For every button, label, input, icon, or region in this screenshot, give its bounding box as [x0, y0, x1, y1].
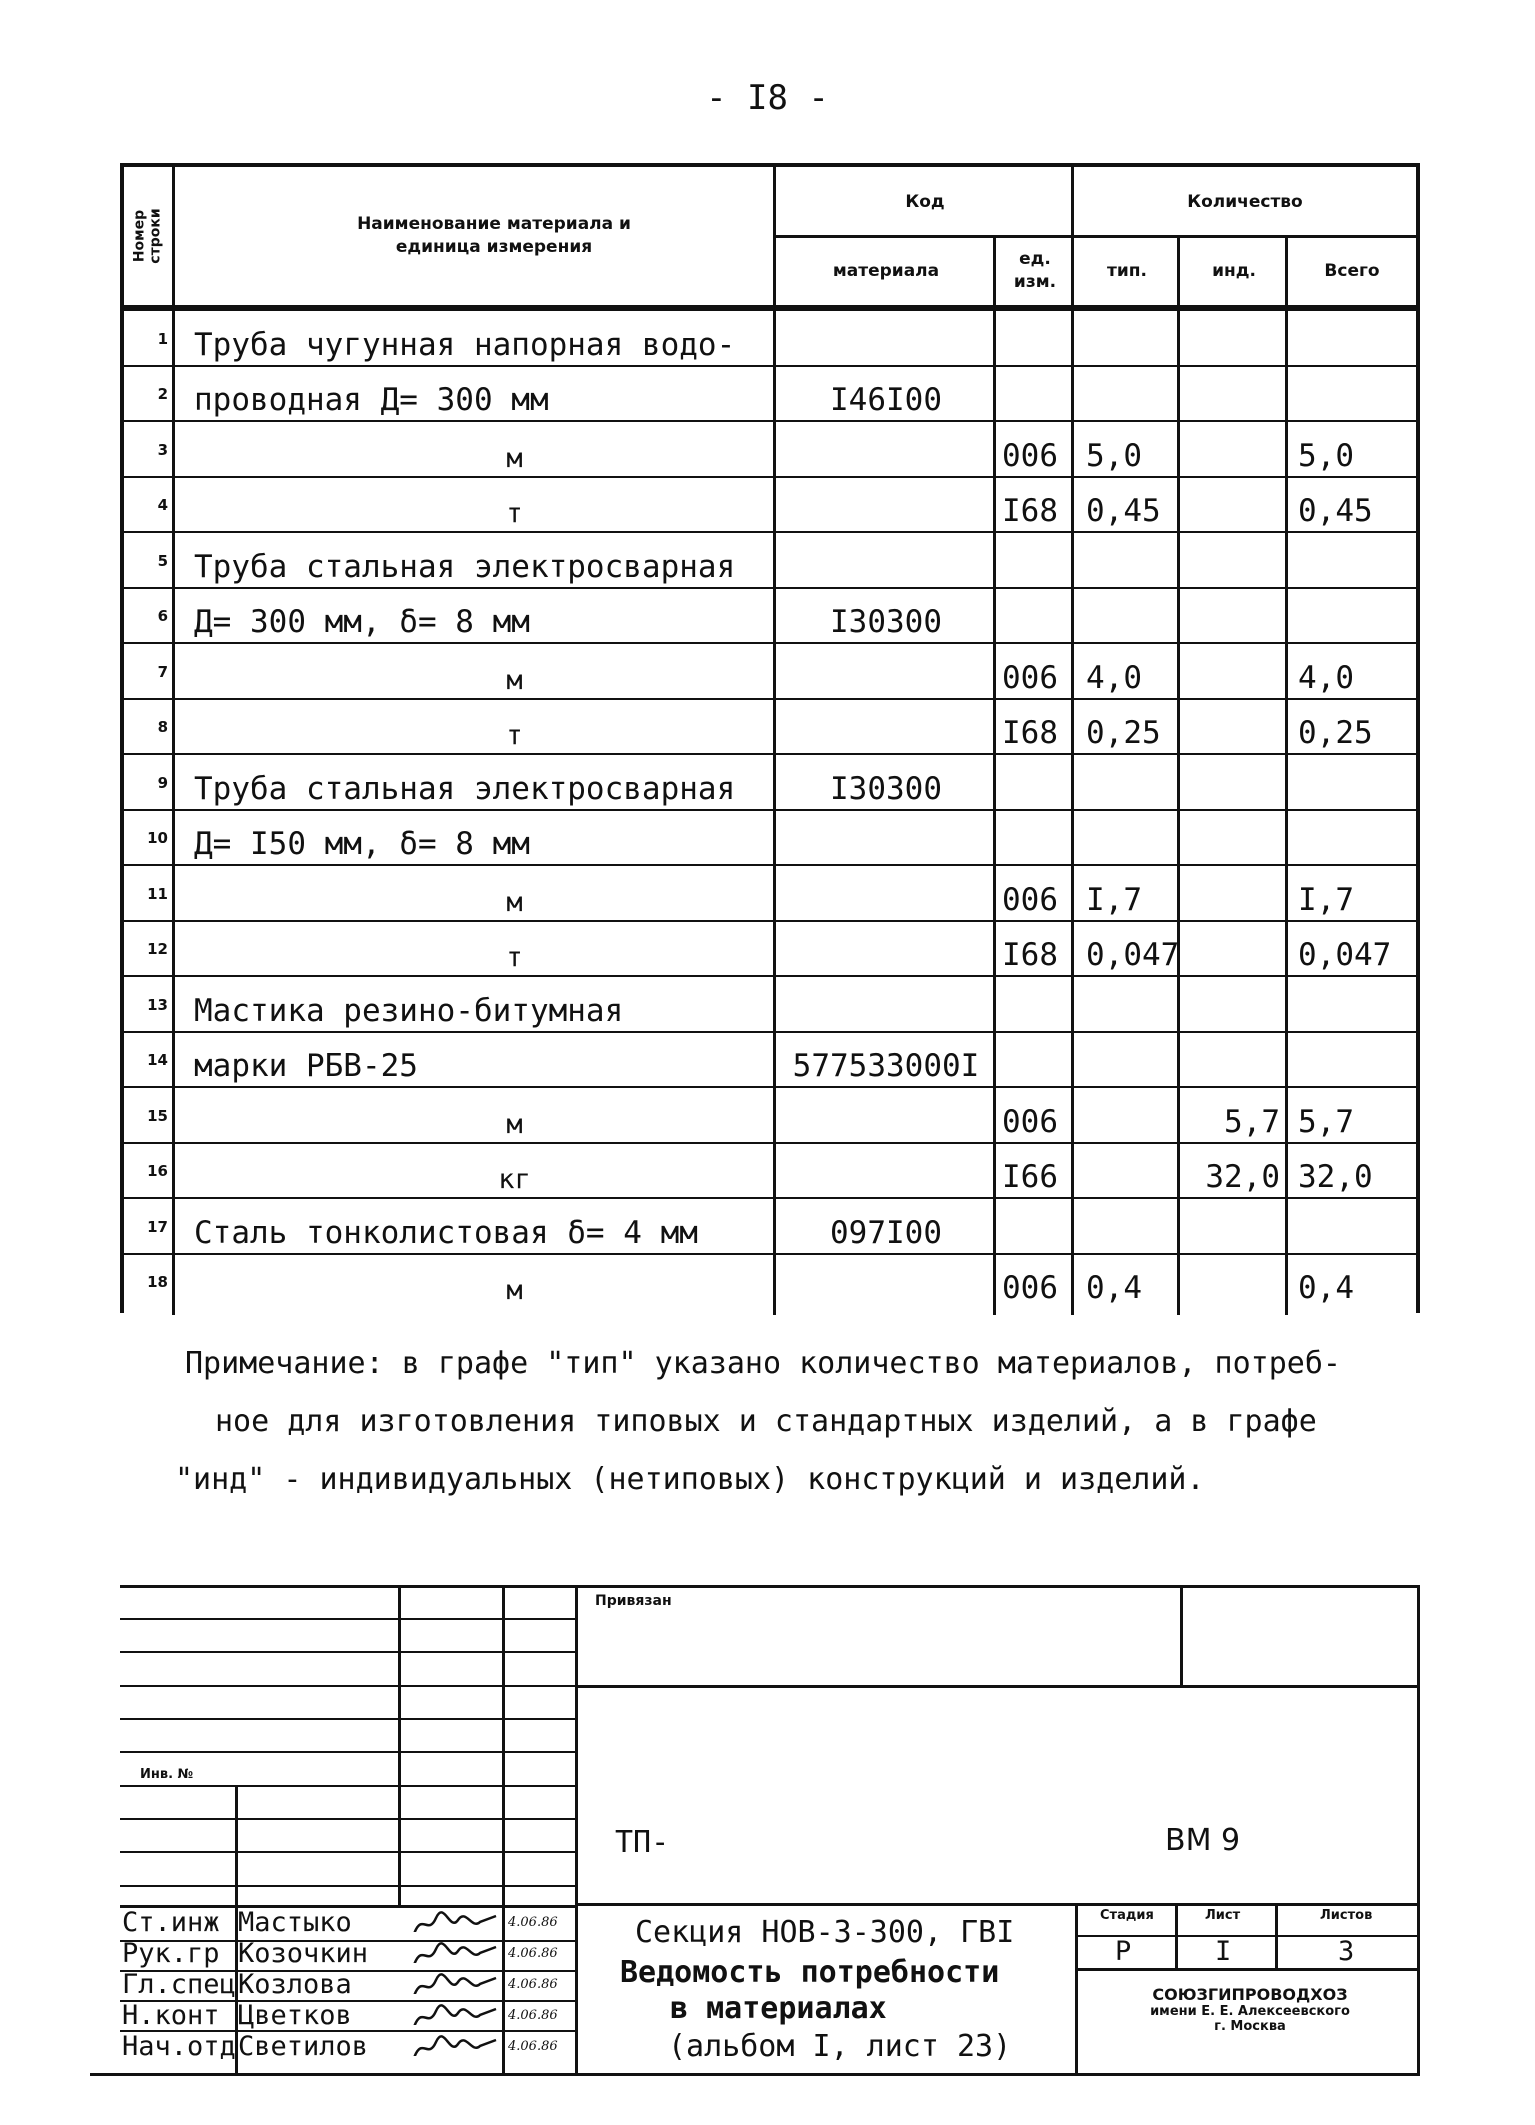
page-number: - I8 -	[706, 78, 829, 118]
header-row-number: Номер строки	[132, 208, 164, 264]
unit-code	[996, 1033, 1074, 1089]
material-name: Труба чугунная напорная водо-	[194, 326, 736, 363]
qty-total: 32,0	[1298, 1159, 1373, 1195]
qty-total: 0,047	[1298, 937, 1392, 973]
table-header	[124, 167, 1416, 309]
title-line-4: (альбом I, лист 23)	[668, 2029, 1012, 2064]
qty-ind	[1180, 922, 1288, 978]
row-number: 7	[157, 662, 168, 681]
qty-ind	[1180, 977, 1288, 1033]
row-number: 8	[157, 718, 168, 737]
qty-ind	[1180, 422, 1288, 478]
qty-total: 0,4	[1298, 1270, 1354, 1306]
material-code	[776, 700, 996, 756]
signer-name: Светилов	[238, 2031, 369, 2062]
org-line: имени Е. Е. Алексеевского	[1150, 2004, 1350, 2019]
unit-of-measure: т	[506, 498, 523, 529]
doc-code-left: ТП-	[615, 1825, 670, 1860]
unit-code	[996, 1199, 1074, 1255]
qty-typ: 0,45	[1086, 493, 1161, 529]
signer-name: Козлова	[238, 1969, 352, 2000]
qty-typ	[1074, 367, 1180, 423]
signer-role: Нач.отд	[122, 2031, 236, 2062]
qty-total: I,7	[1298, 881, 1354, 918]
header-code-unit: ед. изм.	[1013, 249, 1057, 292]
qty-ind	[1180, 866, 1288, 922]
unit-code: 006	[1002, 437, 1058, 474]
material-code: I30300	[830, 604, 942, 640]
material-name: Сталь тонколистовая δ= 4 мм	[194, 1214, 698, 1251]
material-code	[776, 311, 996, 367]
material-code: 577533000I	[792, 1048, 980, 1084]
table-row	[124, 1086, 1416, 1144]
table-row	[124, 920, 1416, 978]
sheets-value: 3	[1338, 1936, 1355, 1967]
qty-ind	[1180, 644, 1288, 700]
table-row	[124, 753, 1416, 811]
qty-ind	[1180, 478, 1288, 534]
signature-scribble	[410, 1972, 500, 1994]
qty-ind: 32,0	[1205, 1159, 1280, 1195]
table-row	[124, 1142, 1416, 1200]
material-name: Д= 300 мм, δ= 8 мм	[194, 604, 530, 640]
signature-scribble	[410, 1941, 500, 1963]
qty-typ: 0,4	[1086, 1270, 1142, 1306]
unit-code	[996, 811, 1074, 867]
qty-ind	[1180, 1033, 1288, 1089]
row-number: 1	[157, 329, 168, 348]
qty-ind	[1180, 367, 1288, 423]
unit-code	[996, 977, 1074, 1033]
qty-typ	[1074, 533, 1180, 589]
material-name: марки РБВ-25	[194, 1048, 418, 1084]
header-qty-typ: тип.	[1107, 260, 1147, 281]
header-code-material: материала	[832, 260, 940, 281]
qty-typ	[1074, 1033, 1180, 1089]
row-number: 11	[147, 884, 168, 903]
material-code	[776, 533, 996, 589]
material-code: I46I00	[830, 382, 942, 418]
unit-code: I68	[1002, 715, 1058, 751]
row-number: 13	[147, 995, 168, 1014]
material-code	[776, 422, 996, 478]
note-line: "инд" - индивидуальных (нетиповых) конструкций и изделий.	[175, 1462, 1205, 1497]
unit-code: I68	[1002, 937, 1058, 973]
table-row	[124, 642, 1416, 700]
qty-ind	[1180, 311, 1288, 367]
qty-typ	[1074, 589, 1180, 645]
qty-total	[1288, 367, 1416, 423]
signer-role: Рук.гр	[122, 1938, 220, 1969]
unit-code	[996, 311, 1074, 367]
qty-total	[1288, 311, 1416, 367]
unit-code	[996, 589, 1074, 645]
material-name: Труба стальная электросварная	[194, 548, 736, 585]
unit-code: I68	[1002, 493, 1058, 529]
unit-code: 006	[1002, 1270, 1058, 1306]
header-qty-group: Количество	[1187, 191, 1303, 212]
note-line: Примечание: в графе "тип" указано количество материалов, потреб-	[185, 1346, 1341, 1381]
qty-total	[1288, 755, 1416, 811]
material-name: Мастика резино-битумная	[194, 992, 624, 1029]
unit-of-measure: м	[506, 1275, 523, 1306]
qty-ind	[1180, 700, 1288, 756]
material-code	[776, 922, 996, 978]
header-qty-total: Всего	[1324, 260, 1380, 281]
signer-name: Мастыко	[238, 1907, 352, 1938]
qty-total	[1288, 1033, 1416, 1089]
sheet-label: Лист	[1205, 1908, 1241, 1923]
qty-ind	[1180, 589, 1288, 645]
row-number: 10	[147, 829, 168, 848]
note-line: ное для изготовления типовых и стандартных изделий, а в графе	[215, 1404, 1317, 1439]
material-code: 097I00	[830, 1214, 942, 1251]
qty-total: 0,25	[1298, 715, 1373, 751]
material-code	[776, 1255, 996, 1311]
note	[175, 1335, 1425, 1509]
qty-typ	[1074, 811, 1180, 867]
title-line-1: Секция НОВ-3-300, ГВI	[635, 1915, 1015, 1950]
signature-date: 4.06.86	[508, 1946, 558, 1961]
qty-ind	[1180, 1255, 1288, 1311]
qty-ind	[1180, 1199, 1288, 1255]
signer-name: Козочкин	[238, 1938, 369, 1969]
qty-typ	[1074, 311, 1180, 367]
material-code	[776, 866, 996, 922]
stage-value: Р	[1115, 1936, 1132, 1967]
unit-of-measure: м	[506, 664, 523, 696]
qty-typ	[1074, 977, 1180, 1033]
signature-date: 4.06.86	[508, 2039, 558, 2054]
signer-role: Ст.инж	[122, 1907, 220, 1938]
title-line-3: в материалах	[670, 1991, 887, 2026]
qty-total	[1288, 533, 1416, 589]
row-number: 16	[147, 1162, 168, 1181]
signature-date: 4.06.86	[508, 1977, 558, 1992]
unit-of-measure: т	[506, 942, 523, 973]
title-line-2: Ведомость потребности	[620, 1955, 1000, 1990]
qty-total: 5,0	[1298, 437, 1354, 474]
material-code	[776, 811, 996, 867]
table-row	[124, 476, 1416, 534]
table-row	[124, 1197, 1416, 1255]
qty-typ	[1074, 1199, 1180, 1255]
unit-code: 006	[1002, 1103, 1058, 1140]
qty-typ: 4,0	[1086, 659, 1142, 696]
table-row	[124, 587, 1416, 645]
unit-of-measure: м	[506, 886, 523, 918]
qty-ind	[1180, 755, 1288, 811]
header-qty-ind: инд.	[1212, 260, 1256, 281]
unit-code	[996, 533, 1074, 589]
org-line: г. Москва	[1214, 2019, 1286, 2034]
row-number: 2	[157, 385, 168, 404]
table-row	[124, 420, 1416, 478]
qty-total: 0,45	[1298, 493, 1373, 529]
qty-total	[1288, 589, 1416, 645]
unit-of-measure: кг	[498, 1164, 531, 1195]
sheets-label: Листов	[1320, 1908, 1373, 1923]
unit-of-measure: т	[506, 720, 523, 751]
table-row	[124, 1031, 1416, 1089]
table-row	[124, 809, 1416, 867]
unit-code	[996, 367, 1074, 423]
qty-ind	[1180, 533, 1288, 589]
row-number: 5	[157, 551, 168, 570]
signature-scribble	[410, 1910, 500, 1932]
stage-label: Стадия	[1100, 1908, 1154, 1923]
qty-ind: 5,7	[1224, 1103, 1280, 1140]
materials-table	[120, 163, 1420, 1313]
table-row	[124, 1253, 1416, 1311]
signature-scribble	[410, 2003, 500, 2025]
row-number: 17	[147, 1217, 168, 1236]
signature-date: 4.06.86	[508, 1915, 558, 1930]
row-number: 15	[147, 1106, 168, 1125]
sheet-value: I	[1215, 1936, 1232, 1967]
privyazan-label: Привязан	[595, 1593, 672, 1609]
table-row	[124, 698, 1416, 756]
signer-role: Гл.спец	[122, 1969, 236, 2000]
header-code-group: Код	[905, 191, 945, 212]
qty-total: 5,7	[1298, 1103, 1354, 1140]
signer-name: Цветков	[238, 2000, 352, 2031]
doc-code-right: ВМ 9	[1165, 1823, 1241, 1858]
inv-no-label: Инв. №	[140, 1767, 194, 1782]
qty-ind	[1180, 811, 1288, 867]
table-row	[124, 864, 1416, 922]
qty-typ: 0,047	[1086, 937, 1180, 973]
unit-of-measure: м	[506, 442, 523, 474]
material-code	[776, 644, 996, 700]
table-row	[124, 309, 1416, 367]
org-line: СОЮЗГИПРОВОДХОЗ	[1152, 1985, 1348, 2004]
unit-code	[996, 755, 1074, 811]
qty-total: 4,0	[1298, 659, 1354, 696]
qty-typ	[1074, 1088, 1180, 1144]
table-row	[124, 531, 1416, 589]
org-name	[1080, 1985, 1420, 2034]
qty-typ: 5,0	[1086, 437, 1142, 474]
material-code	[776, 478, 996, 534]
row-number: 12	[147, 940, 168, 959]
table-row	[124, 975, 1416, 1033]
material-code: I30300	[830, 770, 942, 807]
material-code	[776, 977, 996, 1033]
signature-scribble	[410, 2034, 500, 2056]
unit-of-measure: м	[506, 1108, 523, 1140]
table-row	[124, 365, 1416, 423]
title-block	[120, 1585, 1420, 2075]
signature-row	[120, 2031, 580, 2067]
qty-typ	[1074, 755, 1180, 811]
row-number: 3	[157, 440, 168, 459]
material-name: Труба стальная электросварная	[194, 770, 736, 807]
header-name: Наименование материала и единица измерения	[357, 214, 631, 257]
qty-total	[1288, 1199, 1416, 1255]
material-code	[776, 1088, 996, 1144]
signature-date: 4.06.86	[508, 2008, 558, 2023]
qty-typ: I,7	[1086, 881, 1142, 918]
row-number: 4	[157, 496, 168, 515]
row-number: 18	[147, 1273, 168, 1292]
row-number: 9	[157, 773, 168, 792]
material-name: проводная Д= 300 мм	[194, 382, 549, 418]
qty-total	[1288, 811, 1416, 867]
row-number: 14	[147, 1051, 168, 1070]
unit-code: 006	[1002, 659, 1058, 696]
signer-role: Н.конт	[122, 2000, 220, 2031]
qty-typ: 0,25	[1086, 715, 1161, 751]
unit-code: 006	[1002, 881, 1058, 918]
unit-code: I66	[1002, 1159, 1058, 1195]
material-code	[776, 1144, 996, 1200]
material-name: Д= I50 мм, δ= 8 мм	[194, 826, 530, 862]
row-number: 6	[157, 607, 168, 626]
qty-typ	[1074, 1144, 1180, 1200]
qty-total	[1288, 977, 1416, 1033]
